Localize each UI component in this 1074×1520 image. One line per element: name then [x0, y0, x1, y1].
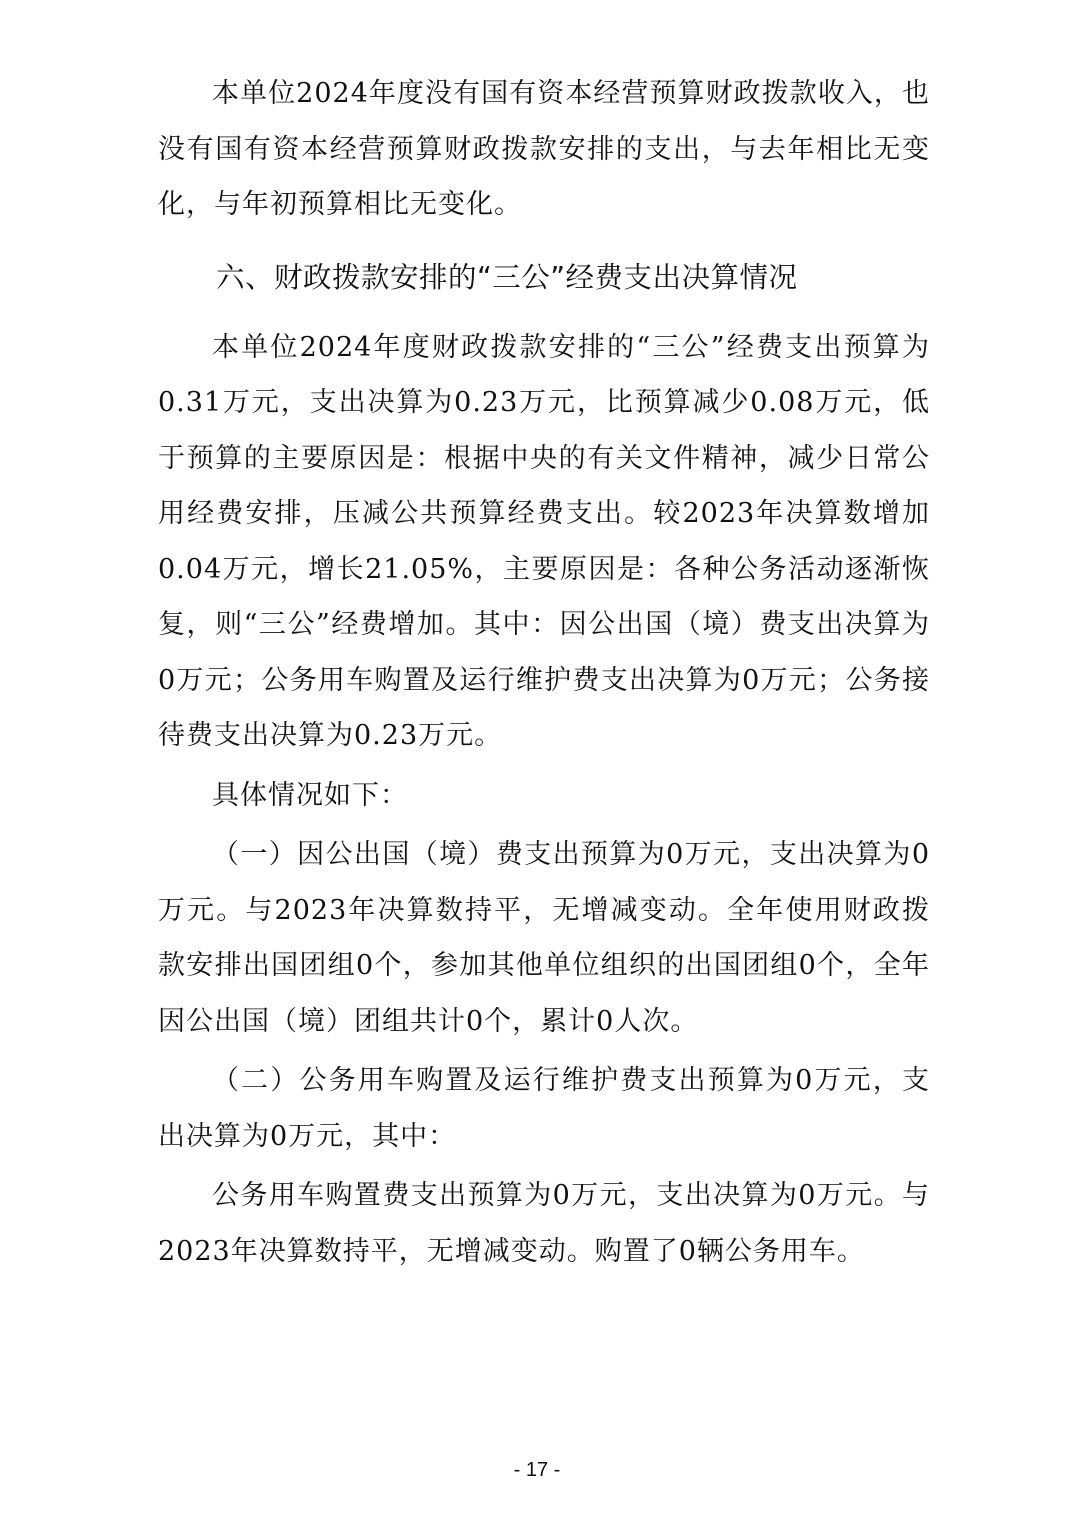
paragraph-overseas-travel: （一）因公出国（境）费支出预算为0万元，支出决算为0万元。与2023年决算数持平，无增减变动。全年使用财政拨款安排出国团组0个，参加其他单位组织的出国团组0个，全年因公出国（境）团组共计0个，累计0人次。: [158, 839, 930, 1037]
paragraph-details-intro: 具体情况如下：: [212, 779, 408, 811]
section-heading-three-public-expenses: 六、财政拨款安排的“三公”经费支出决算情况: [216, 260, 798, 294]
page-number: - 17 -: [513, 1459, 561, 1481]
document-body: [158, 66, 930, 1279]
paragraph-vehicle-purchase: 公务用车购置费支出预算为0万元，支出决算为0万元。与2023年决算数持平，无增减变动。购置了0辆公务用车。: [158, 1180, 930, 1267]
paragraph-state-capital-budget: 本单位2024年度没有国有资本经营预算财政拨款收入，也没有国有资本经营预算财政拨款安排的支出，与去年相比无变化，与年初预算相比无变化。: [158, 78, 930, 220]
paragraph-official-vehicles: （二）公务用车购置及运行维护费支出预算为0万元，支出决算为0万元，其中：: [158, 1065, 930, 1152]
paragraph-three-public-summary: 本单位2024年度财政拨款安排的“三公”经费支出预算为0.31万元，支出决算为0.23万元，比预算减少0.08万元，低于预算的主要原因是：根据中央的有关文件精神，减少日常公用经费安排，压减公共预算经费支出。较2023年决算数增加0.04万元，增长21.05%，主要原因是：各种公务活动逐渐恢复，则“三公”经费增加。其中：因公出国（境）费支出决算为0万元；公务用车购置及运行维护费支出决算为0万元；公务接待费支出决算为0.23万元。: [158, 331, 930, 751]
